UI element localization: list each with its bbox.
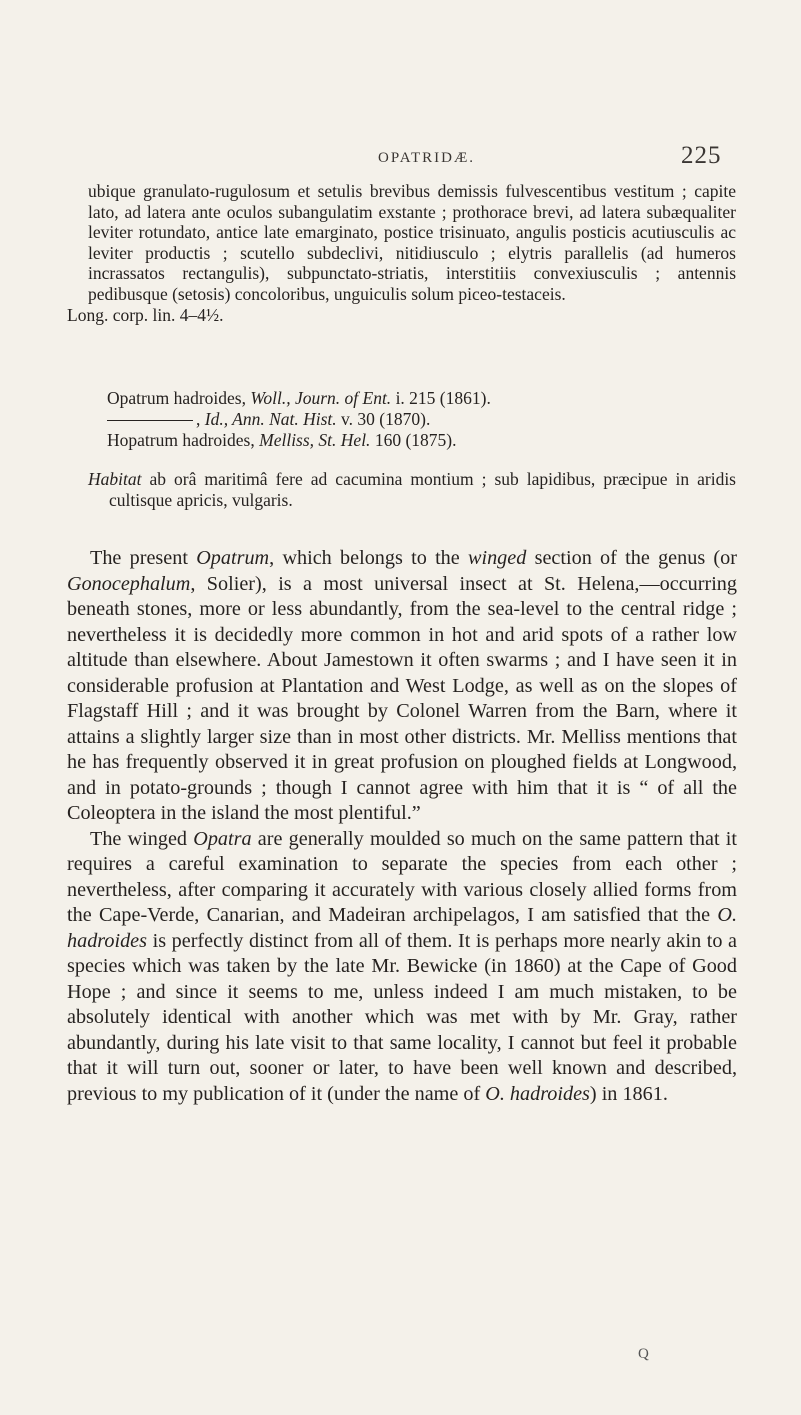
page-number: 225 [681,142,722,169]
text-run: The winged [90,827,194,850]
synonym-reference: Id., Ann. Nat. Hist. [204,409,337,429]
paragraph [67,546,737,827]
species-name: O. hadroides [485,1082,590,1105]
text-run: The present [90,547,197,569]
running-title: OPATRIDÆ. [378,150,476,166]
synonym-citation: v. 30 (1870). [336,409,431,429]
synonymy-entry [107,409,747,430]
body-length: Long. corp. lin. 4–4½. [67,304,224,325]
text-run: , which belongs to the [269,547,469,569]
running-head [0,142,801,178]
synonym-reference: Woll., Journ. of Ent. [250,388,392,408]
habitat-label: Habitat [88,469,142,489]
ditto-dash [107,420,193,421]
text-run: section of the genus (or [526,547,737,569]
synonym-name: , [196,409,205,429]
text-run: , Solier), is a most universal insect at St. Helena,—occurring beneath stones, more or less abundantly, from the sea-level to the central ridge ; nevertheless it is decidedly more common in hot and arid spots of a rather low altitude than elsewhere. About Jamestown it often swarms ; and I have seen it in considerable profusion at Plantation and West Lodge, as well as on the slopes of Flagstaff Hill ; and it was brought by Colonel Warren from the Barn, where it attains a slightly larger size than in most other districts. Mr. Melliss mentions that he has frequently observed it in great profusion on ploughed fields at Longwood, and in potato-grounds ; though I cannot agree with him that it is “ of all the Coleoptera in the island the most plentiful.” [67,572,737,824]
body-text [67,546,737,1107]
text-run: ) in 1861. [589,1082,668,1105]
text-run: are generally moulded so much on the same pattern that it requires a careful examination to separate the species from each other ; nevertheless, after comparing it accurately with various closely allied forms from the Cape-Verde, Canarian, and Madeiran archipelagos, I am satisfied that the [67,827,737,926]
emphasis: winged [468,547,527,569]
synonymy-entry [107,430,747,451]
synonym-name: Opatrum hadroides, [107,388,251,408]
species-name: O. hadroides [67,904,737,952]
latin-diagnosis: ubique granulato-rugulosum et setulis brevibus demissis fulvescentibus vestitum ; capite lato, ad latera ante oculos subangulatim exstante ; prothorace brevi, ad latera subæqualiter leviter rotundato, antice late emarginato, postice trisinuato, angulis posticis acutiusculis ac leviter productis ; scutello subdeclivi, nitidiusculo ; elytris parallelis (ad humeros incrassatos rectangulis), subpunctato-striatis, interstitiis convexiusculis ; antennis pedibusque (setosis) concoloribus, unguiculis solum piceo-testaceis. [88,181,736,304]
genus-name: Gonocephalum [67,572,191,595]
synonym-citation: i. 215 (1861). [391,388,491,408]
habitat-note [88,469,736,510]
synonym-reference: Melliss, St. Hel. [259,430,371,450]
synonym-name: Hopatrum hadroides, [107,430,260,450]
genus-name: Opatra [193,827,252,850]
latin-description [67,181,736,325]
text-run: is perfectly distinct from all of them. It is perhaps more nearly akin to a species which was taken by the late Mr. Bewicke (in 1860) at the Cape of Good Hope ; and since it seems to me, unless indeed I am much mistaken, to be absolutely identical with another which was met with by Mr. Gray, rather abundantly, during his late visit to that same locality, I cannot but feel it probable that it will turn out, sooner or later, to have been well known and described, previous to my publication of it (under the name of [67,929,737,1105]
paragraph [67,827,737,1108]
signature-mark: Q [638,1346,649,1362]
habitat-text: ab orâ maritimâ fere ad cacumina montium ; sub lapidibus, præcipue in aridis cultisque apricis, vulgaris. [109,469,736,510]
synonymy-entry [107,388,747,409]
synonym-citation: 160 (1875). [370,430,457,450]
genus-name: Opatrum [196,547,270,569]
